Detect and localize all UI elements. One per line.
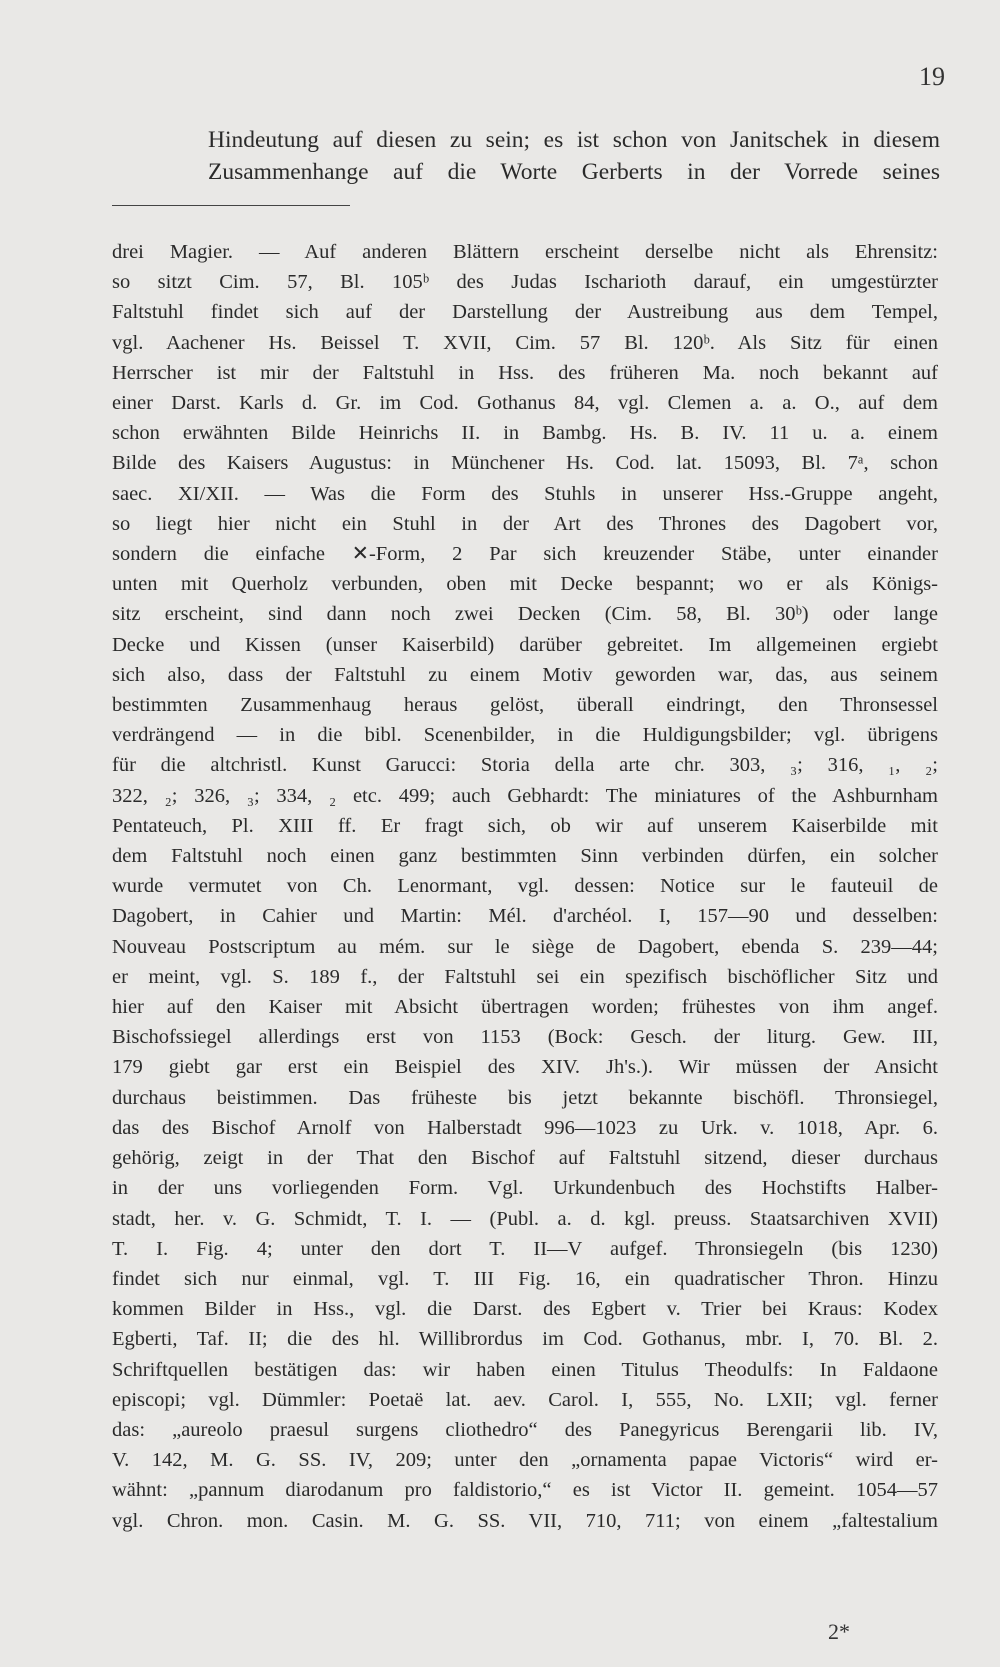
body-line: Hindeutung auf diesen zu sein; es ist schon von Janitschek in diesem bbox=[208, 127, 940, 153]
footnote-line: hier auf den Kaiser mit Absicht übertragen worden; frühestes von ihm angef. bbox=[112, 996, 938, 1019]
footnote-line: Bilde des Kaisers Augustus: in Münchener Hs. Cod. lat. 15093, Bl. 7ᵃ, schon bbox=[112, 452, 938, 475]
footnote-text bbox=[112, 237, 938, 1536]
footnote-line: das des Bischof Arnolf von Halberstadt 996—1023 zu Urk. v. 1018, Apr. 6. bbox=[112, 1116, 938, 1139]
page-number: 19 bbox=[919, 62, 945, 91]
footnote-line: verdrängend — in die bibl. Scenenbilder, in die Huldigungsbilder; vgl. übrigens bbox=[112, 724, 938, 747]
footnote-line: T. I. Fig. 4; unter den dort T. II—V aufgef. Thronsiegeln (bis 1230) bbox=[112, 1237, 938, 1260]
footnote-line: Egberti, Taf. II; die des hl. Willibrordus im Cod. Gothanus, mbr. I, 70. Bl. 2. bbox=[112, 1328, 938, 1351]
body-text bbox=[208, 124, 940, 188]
footnote-line: V. 142, M. G. SS. IV, 209; unter den „ornamenta papae Victoris“ wird er- bbox=[112, 1449, 938, 1472]
footnote-line: stadt, her. v. G. Schmidt, T. I. — (Publ. a. d. kgl. preuss. Staatsarchiven XVII) bbox=[112, 1207, 938, 1230]
footnote-line: Nouveau Postscriptum au mém. sur le siège de Dagobert, ebenda S. 239—44; bbox=[112, 935, 938, 958]
footnote-line: Schriftquellen bestätigen das: wir haben einen Titulus Theodulfs: In Faldaone bbox=[112, 1358, 938, 1381]
footnote-line: in der uns vorliegenden Form. Vgl. Urkundenbuch des Hochstifts Halber- bbox=[112, 1177, 938, 1200]
footnote-line: 179 giebt gar erst ein Beispiel des XIV. Jh's.). Wir müssen der Ansicht bbox=[112, 1056, 938, 1079]
footnote-line: unten mit Querholz verbunden, oben mit Decke bespannt; wo er als Königs- bbox=[112, 573, 938, 596]
footnote-line: kommen Bilder in Hss., vgl. die Darst. des Egbert v. Trier bei Kraus: Kodex bbox=[112, 1298, 938, 1321]
footnote-line: sich also, dass der Faltstuhl zu einem Motiv geworden war, das, aus seinem bbox=[112, 663, 938, 686]
footnote-line: vgl. Aachener Hs. Beissel T. XVII, Cim. 57 Bl. 120ᵇ. Als Sitz für einen bbox=[112, 331, 938, 354]
footnote-line: vgl. Chron. mon. Casin. M. G. SS. VII, 710, 711; von einem „faltestalium bbox=[112, 1509, 938, 1532]
body-line: Zusammenhange auf die Worte Gerberts in der Vorrede seines bbox=[208, 159, 940, 185]
footnote-line: Bischofssiegel allerdings erst von 1153 (Bock: Gesch. der liturg. Gew. III, bbox=[112, 1026, 938, 1049]
footnote-line: saec. XI/XII. — Was die Form des Stuhls in unserer Hss.-Gruppe angeht, bbox=[112, 482, 938, 505]
signature-mark: 2* bbox=[828, 1619, 850, 1644]
footnote-line: Faltstuhl findet sich auf der Darstellung der Austreibung aus dem Tempel, bbox=[112, 301, 938, 324]
footnote-line: bestimmten Zusammenhaug heraus gelöst, überall eindringt, den Thronsessel bbox=[112, 694, 938, 717]
footnote-line: so sitzt Cim. 57, Bl. 105ᵇ des Judas Ischarioth darauf, ein umgestürzter bbox=[112, 271, 938, 294]
footnote-line: wähnt: „pannum diarodanum pro faldistorio,“ es ist Victor II. gemeint. 1054—57 bbox=[112, 1479, 938, 1502]
footnote-line: schon erwähnten Bilde Heinrichs II. in Bambg. Hs. B. IV. 11 u. a. einem bbox=[112, 422, 938, 445]
footnote-line: einer Darst. Karls d. Gr. im Cod. Gothanus 84, vgl. Clemen a. a. O., auf dem bbox=[112, 392, 938, 415]
footnote-line: sitz erscheint, sind dann noch zwei Decken (Cim. 58, Bl. 30ᵇ) oder lange bbox=[112, 603, 938, 626]
footnote-line: findet sich nur einmal, vgl. T. III Fig. 16, ein quadratischer Thron. Hinzu bbox=[112, 1267, 938, 1290]
footnote-line: so liegt hier nicht ein Stuhl in der Art des Thrones des Dagobert vor, bbox=[112, 512, 938, 535]
footnote-line: Pentateuch, Pl. XIII ff. Er fragt sich, ob wir auf unserem Kaiserbilde mit bbox=[112, 814, 938, 837]
footnote-line: gehörig, zeigt in der That den Bischof auf Faltstuhl sitzend, dieser durchaus bbox=[112, 1147, 938, 1170]
footnote-line: Decke und Kissen (unser Kaiserbild) darüber gebreitet. Im allgemeinen ergiebt bbox=[112, 633, 938, 656]
footnote-line: 322, ₂; 326, ₃; 334, ₂ etc. 499; auch Gebhardt: The miniatures of the Ashburnham bbox=[112, 784, 938, 807]
footnote-line: dem Faltstuhl noch einen ganz bestimmten Sinn verbinden dürfen, ein solcher bbox=[112, 845, 938, 868]
footnote-line: episcopi; vgl. Dümmler: Poetaë lat. aev. Carol. I, 555, No. LXII; vgl. ferner bbox=[112, 1388, 938, 1411]
footnote-line: Dagobert, in Cahier und Martin: Mél. d'archéol. I, 157—90 und desselben: bbox=[112, 905, 938, 928]
footnote-line: er meint, vgl. S. 189 f., der Faltstuhl sei ein spezifisch bischöflicher Sitz und bbox=[112, 965, 938, 988]
footnote-line: für die altchristl. Kunst Garucci: Storia della arte chr. 303, ₃; 316, ₁, ₂; bbox=[112, 754, 938, 777]
footnote-line: Herrscher ist mir der Faltstuhl in Hss. des früheren Ma. noch bekannt auf bbox=[112, 361, 938, 384]
footnote-line: drei Magier. — Auf anderen Blättern erscheint derselbe nicht als Ehrensitz: bbox=[112, 241, 938, 263]
footnote-line: durchaus beistimmen. Das früheste bis jetzt bekannte bischöfl. Thronsiegel, bbox=[112, 1086, 938, 1109]
footnote-divider bbox=[112, 205, 350, 206]
footnote-line: das: „aureolo praesul surgens cliothedro“ des Panegyricus Berengarii lib. IV, bbox=[112, 1418, 938, 1441]
footnote-line: sondern die einfache ✕-Form, 2 Par sich kreuzender Stäbe, unter einander bbox=[112, 543, 938, 566]
footnote-line: wurde vermutet von Ch. Lenormant, vgl. dessen: Notice sur le fauteuil de bbox=[112, 875, 938, 898]
